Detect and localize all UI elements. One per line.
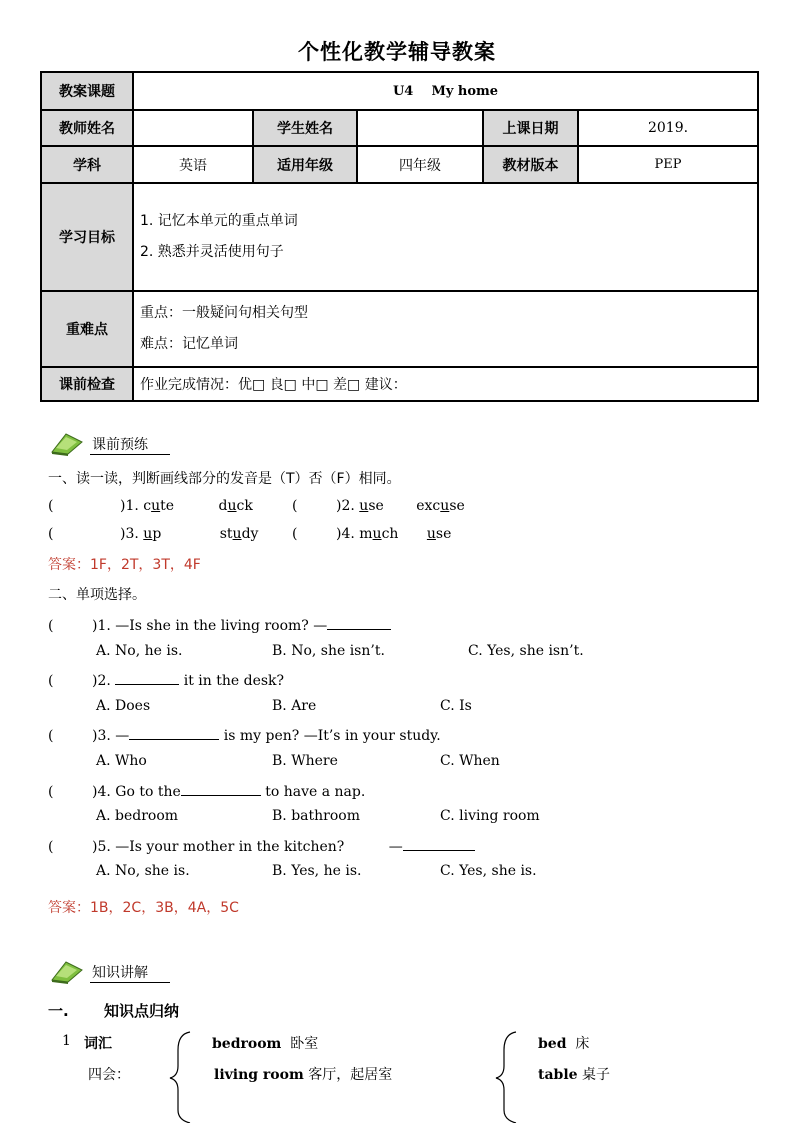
question-3-option-a: A. Who — [96, 753, 147, 769]
section-heading-text: 知识讲解 — [92, 965, 148, 981]
question-4-option-b: B. bathroom — [272, 808, 360, 824]
part2-answer: 答案：1B，2C，3B，4A，5C — [48, 900, 239, 916]
question-3-option-c: C. When — [440, 753, 500, 769]
subject-value: 英语 — [133, 146, 253, 183]
vocab-word: table 桌子 — [538, 1067, 611, 1083]
grade-label: 适用年级 — [253, 146, 357, 183]
goal-cell — [133, 183, 758, 291]
topic-label: 教案课题 — [41, 72, 133, 110]
vocab-label: 词汇 — [84, 1036, 112, 1052]
date-label: 上课日期 — [483, 110, 578, 146]
teacher-value — [133, 110, 253, 146]
question-1-option-a: A. No, he is. — [96, 643, 183, 659]
question-4-option-c: C. living room — [440, 808, 540, 824]
edition-value: PEP — [578, 146, 758, 183]
grade-value: 四年级 — [357, 146, 483, 183]
question-5-option-c: C. Yes, she is. — [440, 863, 537, 879]
question-3-option-b: B. Where — [272, 753, 338, 769]
student-value — [357, 110, 483, 146]
question-1-option-c: C. Yes, she isn’t. — [468, 643, 584, 659]
key-cell — [133, 291, 758, 367]
lesson-info-table — [40, 71, 759, 402]
question-1-option-b: B. No, she isn’t. — [272, 643, 385, 659]
goal-line: 2. 熟悉并灵活使用句子 — [140, 244, 284, 260]
subject-label: 学科 — [41, 146, 133, 183]
left-brace — [494, 1030, 520, 1123]
teacher-label: 教师姓名 — [41, 110, 133, 146]
question-5: ( )5. —Is your mother in the kitchen? — — [48, 836, 475, 855]
pronunciation-item-4: ( )4. much use — [292, 526, 452, 542]
key-line: 重点：一般疑问句相关句型 — [140, 305, 308, 321]
question-4: ( )4. Go to the to have a nap. — [48, 781, 365, 800]
section-heading-underline — [90, 454, 170, 455]
knowledge-subtitle: 知识点归纳 — [104, 1002, 180, 1020]
pronunciation-item-2: ( )2. use excuse — [292, 498, 465, 514]
vocab-word: bedroom 卧室 — [212, 1036, 319, 1052]
question-2-option-b: B. Are — [272, 698, 317, 714]
knowledge-subtitle-number: 一. — [48, 1002, 69, 1020]
question-1: ( )1. —Is she in the living room? — — [48, 615, 391, 634]
page-title: 个性化教学辅导教案 — [298, 40, 496, 64]
student-label: 学生姓名 — [253, 110, 357, 146]
part1-answer: 答案：1F，2T，3T，4F — [48, 557, 201, 573]
check-label: 课前检查 — [41, 367, 133, 401]
question-2-option-c: C. Is — [440, 698, 472, 714]
question-5-option-a: A. No, she is. — [96, 863, 190, 879]
part2-title: 二、单项选择。 — [48, 587, 146, 603]
date-value: 2019. — [578, 110, 758, 146]
question-3: ( )3. — is my pen? —It’s in your study. — [48, 725, 441, 744]
part1-title: 一、读一读，判断画线部分的发音是（T）否（F）相同。 — [48, 471, 401, 487]
vocab-word: bed 床 — [538, 1036, 590, 1052]
topic-value: U4 My home — [133, 72, 758, 110]
vocab-subgroup: 四会： — [88, 1067, 130, 1083]
question-4-option-a: A. bedroom — [96, 808, 179, 824]
key-label: 重难点 — [41, 291, 133, 367]
section-heading-text: 课前预练 — [92, 437, 148, 453]
question-2: ( )2. it in the desk? — [48, 670, 284, 689]
check-value: 作业完成情况：优□ 良□ 中□ 差□ 建议： — [133, 367, 758, 401]
vocab-number: 1 — [62, 1033, 71, 1049]
left-brace — [168, 1030, 194, 1123]
section-heading-underline — [90, 982, 170, 983]
section-heading-knowledge — [50, 958, 180, 988]
goal-label: 学习目标 — [41, 183, 133, 291]
book-stack-icon — [50, 958, 84, 984]
vocab-word: living room 客厅，起居室 — [214, 1067, 393, 1083]
section-heading-preview — [50, 430, 180, 460]
goal-line: 1. 记忆本单元的重点单词 — [140, 213, 298, 229]
edition-label: 教材版本 — [483, 146, 578, 183]
pronunciation-item-3: ( )3. up study — [48, 526, 259, 542]
pronunciation-item-1: ( )1. cute duck — [48, 498, 253, 514]
book-stack-icon — [50, 430, 84, 456]
key-line: 难点：记忆单词 — [140, 336, 238, 352]
question-5-option-b: B. Yes, he is. — [272, 863, 362, 879]
question-2-option-a: A. Does — [96, 698, 151, 714]
